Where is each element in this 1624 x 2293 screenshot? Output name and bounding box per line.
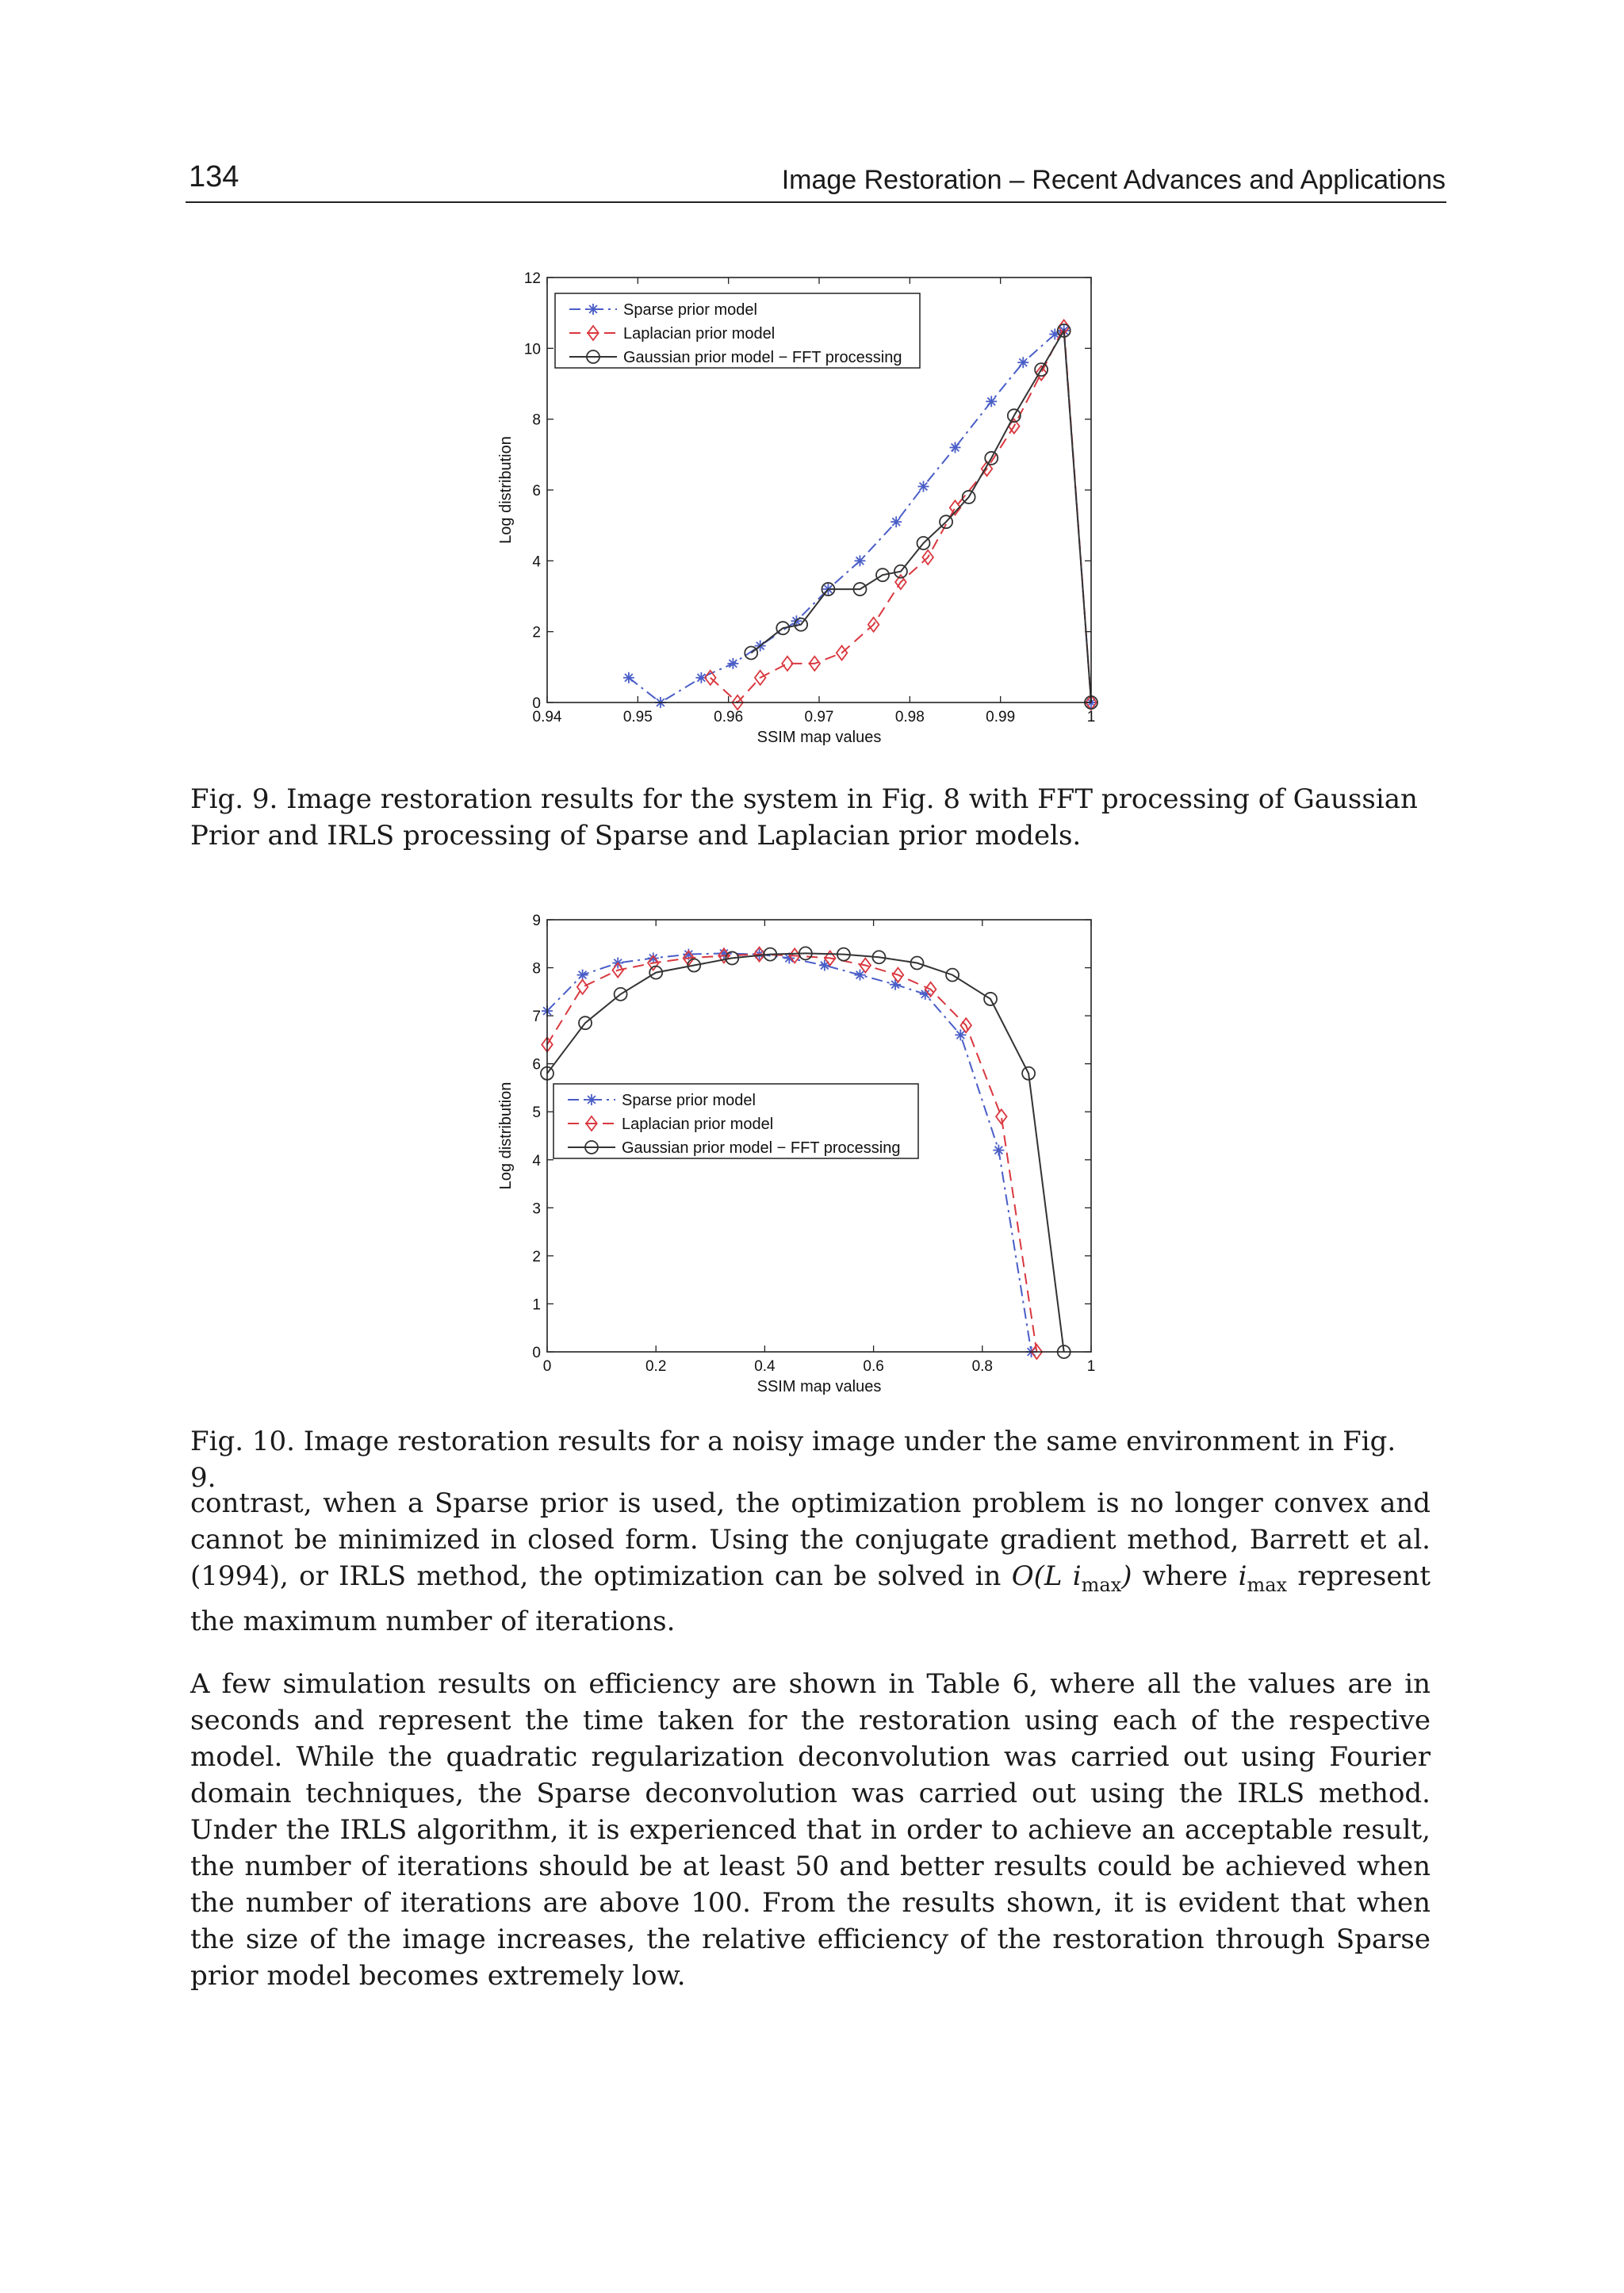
fig9-ytick-label: 4	[532, 553, 541, 571]
fig9-xtick-label: 0.95	[622, 709, 653, 725]
fig10-ytick-label: 7	[532, 1009, 541, 1026]
figure-9-chart	[0, 262, 1624, 769]
fig10-xtick-label: 0.4	[754, 1358, 776, 1375]
body-paragraph-2: A few simulation results on efficiency are shown in Table 6, where all the values are in seconds and represent the time taken for the restoration using each of the respective model. While the quadratic regularization deconvolution was carried out using Fourier domain techniques, the Sparse deconvolution was carried out using the IRLS method. Under the IRLS algorithm, it is experienced that in order to achieve an acceptable result, the number of iterations should be at least 50 and better results could be achieved when the number of iterations are above 100. From the results shown, it is evident that when the size of the image increases, the relative efficiency of the restoration through Sparse prior model becomes extremely low.	[190, 1668, 1431, 1992]
fig10-ytick-label: 0	[532, 1345, 541, 1361]
header-rule	[186, 201, 1446, 203]
fig9-sparse-point	[917, 481, 929, 492]
fig9-gaussian-series-line	[751, 331, 1091, 702]
fig9-xtick-label: 0.96	[714, 709, 744, 725]
page-number: 134	[189, 160, 239, 193]
fig9-xtick-label: 0.98	[894, 709, 925, 725]
fig10-ytick-label: 4	[532, 1152, 541, 1169]
fig10-xtick-label: 0.2	[645, 1358, 667, 1375]
fig9-sparse-point	[1017, 357, 1028, 368]
fig9-legend-sparse-marker	[588, 304, 599, 315]
para1-text-a: contrast, when a Sparse prior is used, the optimization problem is no longer convex and cannot be minimized in closed form. Using the conjugate gradient method, Barrett et al. (1994), or IRLS method, the optimization can be solved in	[190, 1487, 1431, 1592]
fig9-ytick-label: 0	[532, 695, 541, 712]
fig10-xtick-label: 0.6	[863, 1358, 884, 1375]
fig9-xtick-label: 0.94	[532, 709, 562, 725]
fig10-ytick-label: 5	[532, 1104, 541, 1122]
fig9-ytick-label: 10	[523, 341, 541, 358]
para1-text-c: represent the maximum number of iterations.	[190, 1560, 1431, 1637]
para1-math-complexity	[1011, 1560, 1132, 1596]
fig9-x-axis-label: SSIM map values	[756, 729, 882, 746]
fig9-gaussian-point	[745, 646, 757, 659]
fig9-sparse-series-line	[629, 331, 1091, 702]
fig9-ytick-label: 8	[532, 412, 541, 429]
fig9-xtick-label: 1	[1086, 709, 1096, 725]
fig10-legend-gaussian-label: Gaussian prior model − FFT processing	[622, 1139, 901, 1157]
fig10-y-axis-label: Log distribution	[497, 1081, 515, 1190]
body-paragraph-1	[190, 1485, 1431, 1640]
fig10-ytick-label: 1	[532, 1296, 541, 1314]
figure-10-chart	[0, 900, 1624, 1407]
fig9-ytick-label: 12	[523, 270, 541, 287]
fig10-ytick-label: 2	[532, 1248, 541, 1265]
fig9-ytick-label: 6	[532, 483, 541, 500]
fig10-legend-laplacian-label: Laplacian prior model	[622, 1116, 774, 1133]
fig9-legend-gaussian-label: Gaussian prior model − FFT processing	[623, 349, 902, 366]
para1-math-1-sub: max	[1081, 1573, 1122, 1596]
running-header-title: Image Restoration – Recent Advances and Applications	[781, 165, 1446, 195]
fig9-xtick-label: 0.97	[804, 709, 834, 725]
fig10-legend-sparse-label: Sparse prior model	[622, 1092, 756, 1109]
fig9-sparse-point	[950, 442, 961, 453]
para1-text-b: where	[1132, 1560, 1239, 1592]
fig10-ytick-label: 9	[532, 913, 541, 929]
figure-9-caption: Fig. 9. Image restoration results for the system in Fig. 8 with FFT processing of Gaussian Prior and IRLS processing of Sparse and Laplacian prior models.	[190, 783, 1418, 852]
fig9-y-axis-label: Log distribution	[497, 436, 515, 544]
fig10-sparse-point	[819, 960, 830, 971]
fig10-ytick-label: 8	[532, 960, 541, 978]
fig10-xtick-label: 1	[1086, 1358, 1096, 1375]
fig10-ytick-label: 3	[532, 1200, 541, 1218]
fig10-x-axis-label: SSIM map values	[756, 1378, 882, 1395]
fig10-ytick-label: 6	[532, 1056, 541, 1074]
para1-math-2: i	[1238, 1560, 1247, 1592]
figure-10-caption: Fig. 10. Image restoration results for a noisy image under the same environment in Fig. 9.	[190, 1426, 1396, 1494]
fig9-xtick-label: 0.99	[986, 709, 1016, 725]
fig9-ytick-label: 2	[532, 624, 541, 641]
para1-math-1: O(L i	[1011, 1560, 1082, 1592]
para1-math-1-end: )	[1121, 1560, 1132, 1592]
fig9-sparse-point	[891, 516, 902, 527]
fig9-legend-sparse-label: Sparse prior model	[623, 301, 757, 319]
fig10-sparse-point	[993, 1145, 1004, 1156]
fig9-sparse-point	[727, 658, 738, 669]
fig10-xtick-label: 0	[542, 1358, 552, 1375]
fig9-legend-laplacian-label: Laplacian prior model	[623, 325, 776, 343]
para1-math-2-sub: max	[1247, 1573, 1288, 1596]
fig10-xtick-label: 0.8	[971, 1358, 994, 1375]
